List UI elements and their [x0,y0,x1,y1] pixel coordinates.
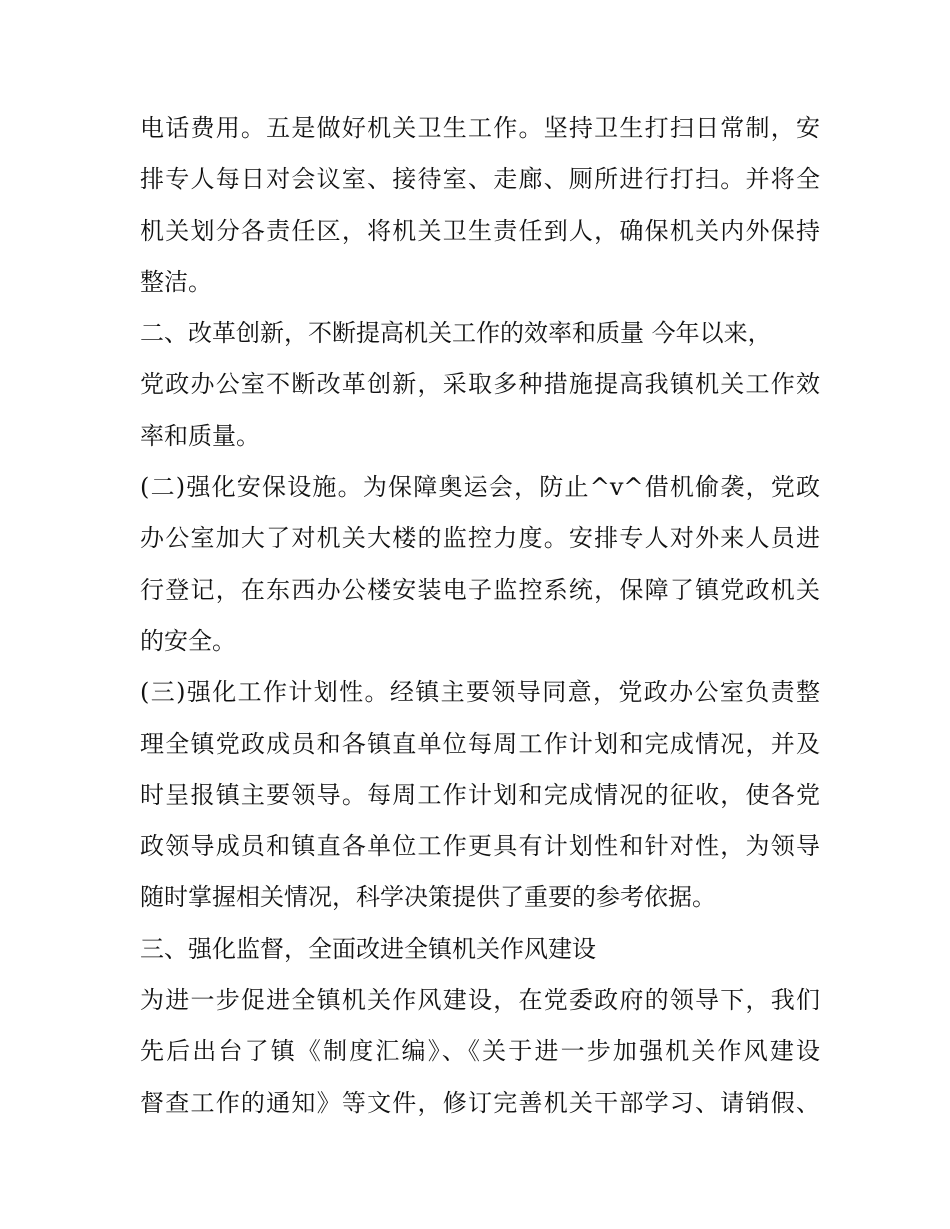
text-line: 电话费用。五是做好机关卫生工作。坚持卫生打扫日常制，安 [140,114,820,142]
text-line: 排专人每日对会议室、接待室、走廊、厕所进行打扫。并将全 [140,165,820,194]
text-line: 率和质量。 [140,421,260,450]
text-line: 为进一步促进全镇机关作风建设，在党委政府的领导下，我们 [140,986,820,1015]
text-line: 党政办公室不断改革创新，采取多种措施提高我镇机关工作效 [140,370,820,399]
text-line: 整洁。 [140,267,212,296]
text-line: 随时掌握相关情况，科学决策提供了重要的参考依据。 [140,883,716,912]
text-line: (三)强化工作计划性。经镇主要领导同意，党政办公室负责整 [140,678,820,707]
text-line: (二)强化安保设施。为保障奥运会，防止^v^借机偷袭，党政 [140,473,820,502]
text-line: 办公室加大了对机关大楼的监控力度。安排专人对外来人员进 [140,524,820,553]
text-line: 先后出台了镇《制度汇编》、《关于进一步加强机关作风建设 [140,1037,820,1066]
text-line: 机关划分各责任区，将机关卫生责任到人，确保机关内外保持 [140,216,820,245]
text-line: 政领导成员和镇直各单位工作更具有计划性和针对性，为领导 [140,832,820,861]
text-line: 二、改革创新，不断提高机关工作的效率和质量 今年以来， [140,319,772,348]
text-line: 行登记，在东西办公楼安装电子监控系统，保障了镇党政机关 [140,575,820,604]
text-line: 理全镇党政成员和各镇直单位每周工作计划和完成情况，并及 [140,729,820,758]
text-line: 的安全。 [140,626,236,655]
body-text [140,103,820,1129]
text-line: 三、强化监督，全面改进全镇机关作风建设 [140,934,596,963]
text-line: 督查工作的通知》等文件，修订完善机关干部学习、请销假、 [140,1088,820,1117]
text-line: 时呈报镇主要领导。每周工作计划和完成情况的征收，使各党 [140,780,820,809]
